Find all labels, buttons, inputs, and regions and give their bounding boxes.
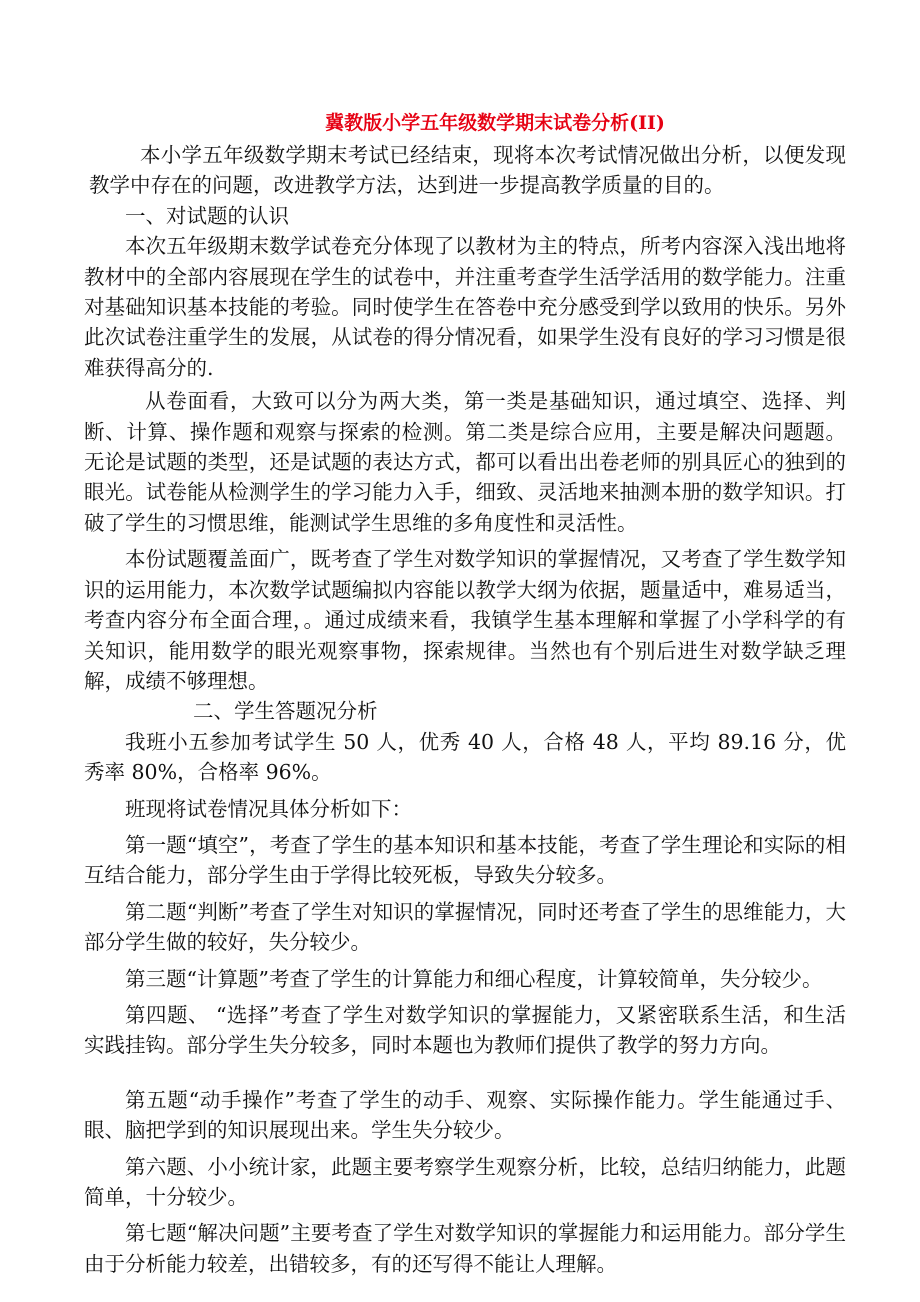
paragraph-question-5: 第五题“动手操作”考查了学生的动手、观察、实际操作能力。学生能通过手、眼、脑把学到的知识展现出来。学生失分较少。 — [84, 1087, 846, 1143]
paragraph-question-4: 第四题、 “选择”考查了学生对数学知识的掌握能力，又紧密联系生活，和生活实践挂钩。部分学生失分较多，同时本题也为教师们提供了教学的努力方向。 — [84, 1002, 846, 1058]
paragraph-question-2: 第二题“判断”考查了学生对知识的掌握情况，同时还考查了学生的思维能力，大部分学生做的较好，失分较少。 — [84, 899, 846, 955]
paragraph-question-6: 第六题、小小统计家，此题主要考察学生观察分析，比较，总结归纳能力，此题简单，十分较少。 — [84, 1154, 846, 1209]
document-page — [84, 108, 846, 1279]
paragraph-test-overview: 本次五年级期末数学试卷充分体现了以教材为主的特点，所考内容深入浅出地将教材中的全部内容展现在学生的试卷中，并注重考查学生活学活用的数学能力。注重对基础知识基本技能的考验。同时使学生在答卷中充分感受到学以致用的快乐。另外此次试卷注重学生的发展，从试卷的得分情况看，如果学生没有良好的学习习惯是很难获得高分的. — [84, 234, 846, 380]
section-heading-2: 二、学生答题况分析 — [193, 699, 378, 724]
paragraph-question-3: 第三题“计算题”考查了学生的计算能力和细心程度，计算较简单，失分较少。 — [125, 966, 823, 991]
paragraph-coverage: 本份试题覆盖面广，既考查了学生对数学知识的掌握情况，又考查了学生数学知识的运用能力，本次数学试题编拟内容能以教学大纲为依据，题量适中，难易适当，考查内容分布全面合理，。通过成绩来看，我镇学生基本理解和掌握了小学科学的有关知识，能用数学的眼光观察事物，探索规律。当然也有个别后进生对数学缺乏理解，成绩不够理想。 — [84, 547, 846, 693]
paragraph-question-1: 第一题“填空”，考查了学生的基本知识和基本技能，考查了学生理论和实际的相互结合能力，部分学生由于学得比较死板，导致失分较多。 — [84, 832, 846, 888]
document-title: 冀教版小学五年级数学期末试卷分析(II) — [325, 112, 665, 134]
section-heading-1: 一、对试题的认识 — [125, 203, 289, 228]
paragraph-statistics: 我班小五参加考试学生 50 人，优秀 40 人，合格 48 人，平均 89.16 分，优秀率 80%，合格率 96%。 — [84, 729, 846, 785]
paragraph-question-7: 第七题“解决问题”主要考查了学生对数学知识的掌握能力和运用能力。部分学生由于分析能力较差，出错较多，有的还写得不能让人理解。 — [84, 1221, 846, 1276]
paragraph-intro: 本小学五年级数学期末考试已经结束，现将本次考试情况做出分析，以便发现教学中存在的问题，改进教学方法，达到进一步提高教学质量的目的。 — [89, 143, 846, 198]
paragraph-analysis-intro: 班现将试卷情况具体分析如下： — [125, 796, 412, 821]
paragraph-paper-structure: 从卷面看，大致可以分为两大类，第一类是基础知识，通过填空、选择、判断、计算、操作题和观察与探索的检测。第二类是综合应用，主要是解决问题题。 无论是试题的类型，还是试题的表达方式，都可以看出出卷老师的别具匠心的独到的眼光。试卷能从检测学生的学习能力入手，细致、灵活地来抽测本册的数学知识。打破了学生的习惯思维，能测试学生思维的多角度性和灵活性。 — [84, 389, 846, 535]
